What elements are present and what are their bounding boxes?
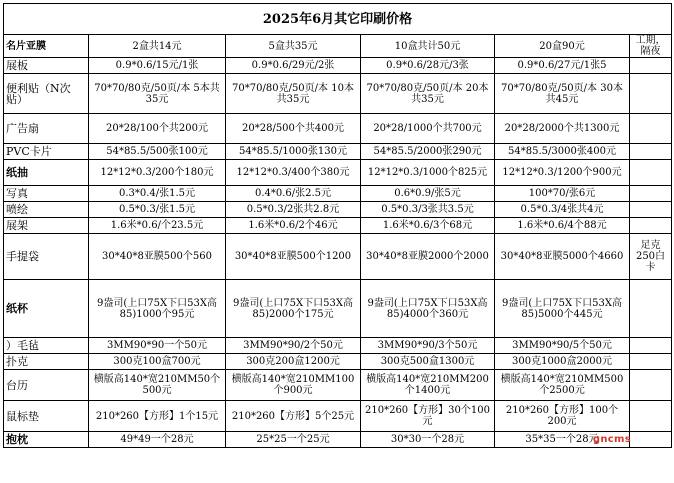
price-cell: 3MM90*90/3个50元 [361,338,495,354]
lead-time-cell [630,354,672,370]
lead-time-cell [630,370,672,401]
price-cell: 54*85.5/3000张400元 [495,144,630,160]
price-cell: 210*260【方形】30个100元 [361,401,495,432]
price-cell: 1.6米*0.6/3个68元 [361,218,495,234]
price-cell: 300克100盒700元 [89,354,226,370]
table-row [4,338,672,354]
price-cell: 12*12*0.3/1000个825元 [361,160,495,186]
price-cell: 70*70/80克/50页/本 10本共35元 [226,74,361,114]
price-cell: 0.3*0.4/张1.5元 [89,186,226,202]
table-row [4,114,672,144]
price-cell: 300克1000盒2000元 [495,354,630,370]
table-row [4,218,672,234]
price-cell: 0.4*0.6/张2.5元 [226,186,361,202]
table-row [4,74,672,114]
price-cell: 100*70/张6元 [495,186,630,202]
watermark-logo: gncms [592,434,631,445]
price-cell: 30*40*8亚膜500个1200 [226,234,361,280]
header-col-1: 2盒共14元 [89,35,226,58]
price-sheet [3,3,671,448]
row-label: 展架 [4,218,89,234]
row-label: PVC卡片 [4,144,89,160]
price-cell: 20*28/2000个共1300元 [495,114,630,144]
row-label: 展板 [4,58,89,74]
price-cell: 9盎司(上口75X下口53X高85)1000个95元 [89,280,226,338]
price-cell: 3MM90*90/5个50元 [495,338,630,354]
row-label: 手提袋 [4,234,89,280]
price-cell: 横版高140*宽210MM100个900元 [226,370,361,401]
row-label: 喷绘 [4,202,89,218]
row-label: 纸抽 [4,160,89,186]
row-label: 台历 [4,370,89,401]
price-cell: 35*35一个28元 [495,432,630,448]
header-label: 名片亚膜 [4,35,89,58]
header-col-4: 20盒90元 [495,35,630,58]
table-row [4,432,672,448]
table-row [4,370,672,401]
price-cell: 0.9*0.6/28元/3张 [361,58,495,74]
price-cell: 20*28/1000个共700元 [361,114,495,144]
price-cell: 20*28/500个共400元 [226,114,361,144]
price-cell: 12*12*0.3/200个180元 [89,160,226,186]
price-cell: 横版高140*宽210MM500个2500元 [495,370,630,401]
lead-time-cell [630,160,672,186]
price-cell: 0.5*0.3/3张共3.5元 [361,202,495,218]
price-cell: 30*40*8亚膜2000个2000 [361,234,495,280]
table-row [4,354,672,370]
lead-time-cell [630,280,672,338]
price-cell: 20*28/100个共200元 [89,114,226,144]
row-label: 抱枕 [4,432,89,448]
price-table [3,3,672,448]
price-cell: 54*85.5/1000张130元 [226,144,361,160]
price-cell: 0.5*0.3/张1.5元 [89,202,226,218]
row-label: ）毛毡 [4,338,89,354]
table-row [4,280,672,338]
sheet-title: 2025年6月其它印刷价格 [4,4,672,35]
price-cell: 210*260【方形】1个15元 [89,401,226,432]
lead-time-cell [630,432,672,448]
price-cell: 横版高140*宽210MM50个500元 [89,370,226,401]
price-cell: 1.6米*0.6/2个46元 [226,218,361,234]
price-cell: 70*70/80克/50页/本 20本共35元 [361,74,495,114]
price-cell: 54*85.5/2000张290元 [361,144,495,160]
table-row [4,160,672,186]
price-cell: 12*12*0.3/1200个900元 [495,160,630,186]
table-row [4,202,672,218]
lead-time-cell [630,58,672,74]
price-cell: 1.6米*0.6/个23.5元 [89,218,226,234]
table-row [4,234,672,280]
lead-time-cell [630,401,672,432]
lead-time-cell [630,186,672,202]
price-cell: 3MM90*90/2个50元 [226,338,361,354]
header-lead-time: 工期，隔夜 [630,35,672,58]
row-label: 鼠标垫 [4,401,89,432]
table-row [4,58,672,74]
row-label: 纸杯 [4,280,89,338]
price-cell: 3MM90*90一个50元 [89,338,226,354]
price-cell: 9盎司(上口75X下口53X高85)5000个445元 [495,280,630,338]
row-label: 扑克 [4,354,89,370]
price-cell: 0.5*0.3/2张共2.8元 [226,202,361,218]
table-row [4,401,672,432]
lead-time-cell [630,144,672,160]
price-cell: 70*70/80克/50页/本 5本共35元 [89,74,226,114]
price-cell: 0.9*0.6/29元/2张 [226,58,361,74]
price-cell: 49*49一个28元 [89,432,226,448]
lead-time-cell [630,218,672,234]
price-cell: 9盎司(上口75X下口53X高85)4000个360元 [361,280,495,338]
table-row [4,144,672,160]
price-cell: 210*260【方形】5个25元 [226,401,361,432]
price-cell: 0.6*0.9/张5元 [361,186,495,202]
price-cell: 210*260【方形】100个200元 [495,401,630,432]
lead-time-cell [630,202,672,218]
price-cell: 0.9*0.6/27元/1张5 [495,58,630,74]
price-cell: 30*40*8亚膜500个560 [89,234,226,280]
header-col-2: 5盒共35元 [226,35,361,58]
price-cell: 1.6米*0.6/4个88元 [495,218,630,234]
row-label: 便利贴（N次贴） [4,74,89,114]
price-cell: 54*85.5/500张100元 [89,144,226,160]
price-cell: 9盎司(上口75X下口53X高85)2000个175元 [226,280,361,338]
lead-time-cell [630,114,672,144]
price-cell: 300克200盒1200元 [226,354,361,370]
lead-time-cell [630,338,672,354]
table-row [4,186,672,202]
price-cell: 12*12*0.3/400个380元 [226,160,361,186]
price-cell: 300克500盒1300元 [361,354,495,370]
price-cell: 30*30一个28元 [361,432,495,448]
price-cell: 25*25一个25元 [226,432,361,448]
price-cell: 0.9*0.6/15元/1张 [89,58,226,74]
price-cell: 横版高140*宽210MM200个1400元 [361,370,495,401]
price-cell: 30*40*8亚膜5000个4660 [495,234,630,280]
row-label: 广告扇 [4,114,89,144]
lead-time-cell [630,74,672,114]
row-label: 写真 [4,186,89,202]
lead-time-cell: 足克250白卡 [630,234,672,280]
price-cell: 0.5*0.3/4张共4元 [495,202,630,218]
price-cell: 70*70/80克/50页/本 30本共45元 [495,74,630,114]
header-col-3: 10盒共计50元 [361,35,495,58]
